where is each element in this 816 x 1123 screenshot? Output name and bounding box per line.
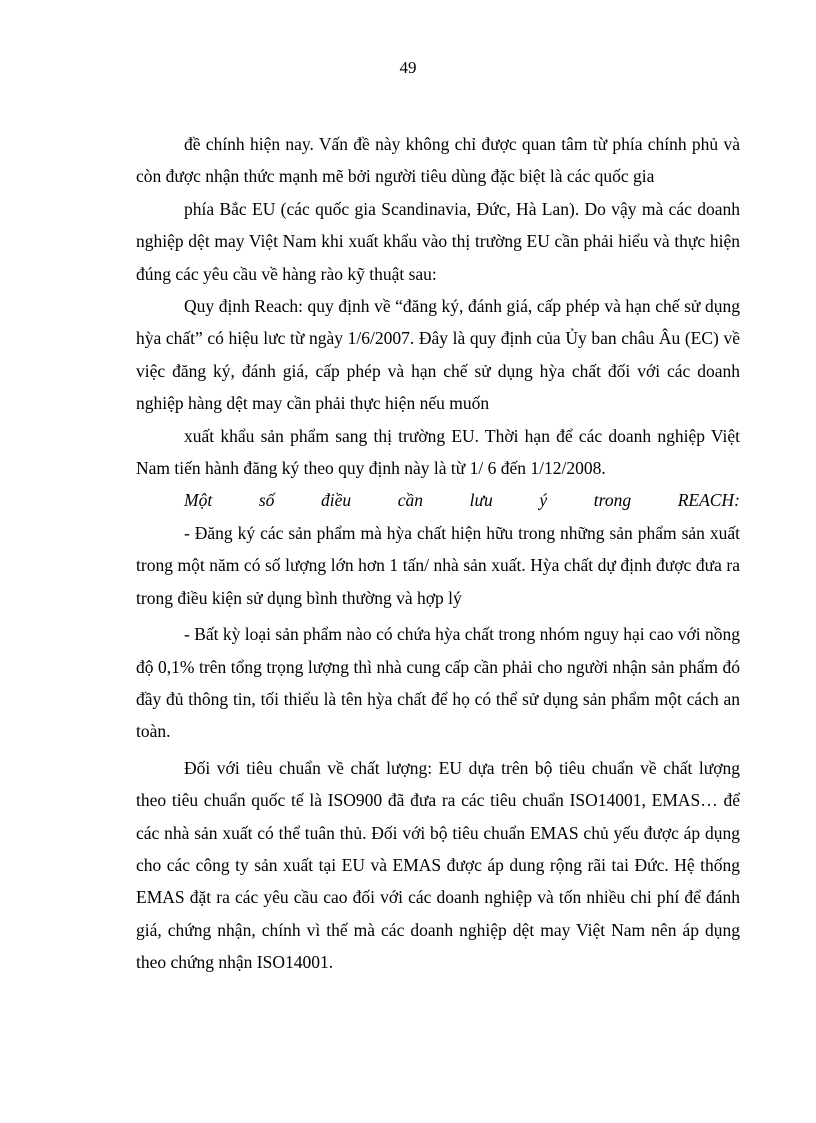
heading-word: cần: [397, 490, 424, 511]
paragraph-reach-deadline: xuất khẩu sản phẩm sang thị trường EU. Thời hạn để các doanh nghiệp Việt Nam tiến hành đăng ký theo quy định này là từ 1/ 6 đến 1/12/2008.: [136, 425, 740, 479]
heading-word: lưu: [469, 490, 493, 511]
heading-word: trong: [593, 490, 632, 511]
reach-notes-heading: [136, 484, 740, 516]
list-item-registration: - Đăng ký các sản phẩm mà hỳa chất hiện hữu trong những sản phẩm sản xuất trong một năm có số lượng lớn hơn 1 tấn/ nhà sản xuất. Hỳa chất dự định được đưa ra trong điều kiện sử dụng bình thường và hợp lý: [136, 522, 740, 608]
list-item-hazardous: - Bất kỳ loại sản phẩm nào có chứa hỳa chất trong nhóm nguy hại cao với nồng độ 0,1% trên tổng trọng lượng thì nhà cung cấp cần phải cho người nhận sản phẩm đó đầy đủ thông tin, tối thiểu là tên hỳa chất để họ có thể sử dụng sản phẩm một cách an toàn.: [136, 624, 740, 742]
heading-word: Một: [184, 490, 213, 511]
heading-word: điều: [320, 490, 352, 511]
document-body: [136, 128, 740, 979]
paragraph-intro: đề chính hiện nay. Vấn đề này không chỉ được quan tâm từ phía chính phủ và còn được nhận thức mạnh mẽ bởi người tiêu dùng đặc biệt là các quốc gia: [136, 134, 740, 187]
paragraph-eu-requirements: phía Bắc EU (các quốc gia Scandinavia, Đức, Hà Lan). Do vậy mà các doanh nghiệp dệt may Việt Nam khi xuất khẩu vào thị trường EU cần phải hiểu và thực hiện đúng các yêu cầu về hàng rào kỹ thuật sau:: [136, 198, 740, 284]
paragraph-quality-standards: Đối với tiêu chuẩn về chất lượng: EU dựa trên bộ tiêu chuẩn về chất lượng theo tiêu chuẩn quốc tế là ISO900 đã đưa ra các tiêu chuẩn ISO14001, EMAS… để các nhà sản xuất có thể tuân thủ. Đối với bộ tiêu chuẩn EMAS chủ yếu được áp dụng cho các công ty sản xuất tại EU và EMAS được áp dung rộng rãi tai Đức. Hệ thống EMAS đặt ra các yêu cầu cao đối với các doanh nghiệp và tốn nhiều chi phí để đánh giá, chứng nhận, chính vì thế mà các doanh nghiệp dệt may Việt Nam nên áp dụng theo chứng nhận ISO14001.: [136, 757, 740, 973]
paragraph-reach-regulation: Quy định Reach: quy định về “đăng ký, đánh giá, cấp phép và hạn chế sử dụng hỳa chất” có hiệu lưc từ ngày 1/6/2007. Đây là quy định của Ủy ban châu Âu (EC) về việc đăng ký, đánh giá, cấp phép và hạn chế sử dụng hỳa chất đối với các doanh nghiệp hàng dệt may cần phải thực hiện nếu muốn: [136, 296, 740, 414]
heading-word: REACH:: [677, 490, 740, 511]
page-number: 49: [399, 58, 417, 77]
heading-word: ý: [539, 490, 548, 511]
heading-word: số: [258, 490, 275, 511]
